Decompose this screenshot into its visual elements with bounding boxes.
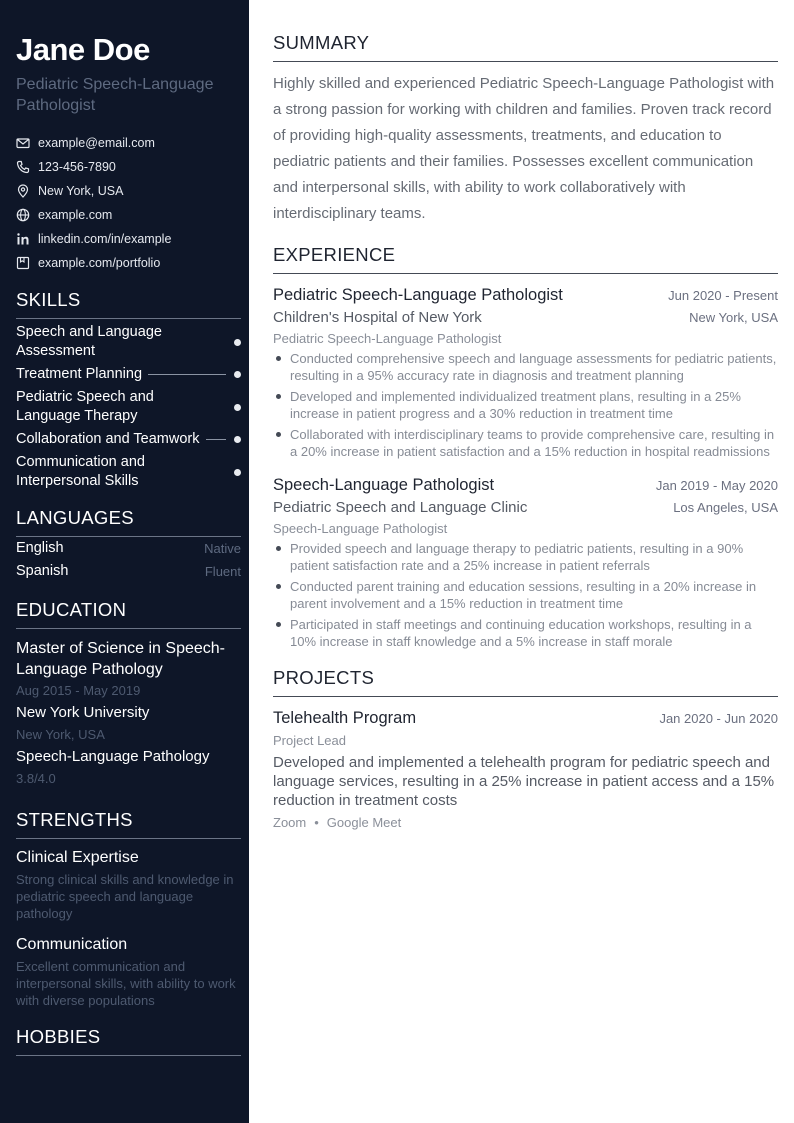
skill-item bbox=[16, 323, 241, 361]
strength-description: Excellent communication and interpersonal skills, with ability to work with diverse populations bbox=[16, 959, 236, 1008]
job-subtitle: Speech-Language Pathologist bbox=[273, 521, 448, 536]
job-company: Pediatric Speech and Language Clinic bbox=[273, 499, 528, 516]
language-level: Native bbox=[204, 541, 241, 556]
phone-icon bbox=[16, 160, 30, 174]
skill-name: Treatment Planning bbox=[16, 365, 148, 384]
contact-phone-text: 123-456-7890 bbox=[38, 160, 116, 174]
contact-phone[interactable] bbox=[16, 155, 241, 179]
job-title: Speech-Language Pathologist bbox=[273, 476, 495, 494]
summary-section bbox=[273, 32, 778, 227]
language-level: Fluent bbox=[204, 564, 241, 579]
experience-heading: EXPERIENCE bbox=[273, 244, 778, 274]
contact-website[interactable] bbox=[16, 203, 241, 227]
skill-item bbox=[16, 430, 241, 449]
job-company: Children's Hospital of New York bbox=[273, 309, 482, 326]
skill-item bbox=[16, 453, 241, 491]
education-dates: Aug 2015 - May 2019 bbox=[16, 683, 141, 698]
skill-level-dot bbox=[234, 339, 241, 346]
skill-level-dot bbox=[234, 436, 241, 443]
contact-website-text: example.com bbox=[38, 208, 113, 222]
contact-email[interactable] bbox=[16, 131, 241, 155]
education-field: Speech-Language Pathology bbox=[16, 748, 210, 765]
contact-linkedin[interactable] bbox=[16, 227, 241, 251]
job-entry bbox=[273, 474, 778, 650]
strength-title: Clinical Expertise bbox=[16, 849, 139, 866]
projects-heading: PROJECTS bbox=[273, 667, 778, 697]
hobbies-section bbox=[16, 1026, 241, 1056]
skill-level-dot bbox=[234, 371, 241, 378]
skill-name: Collaboration and Teamwork bbox=[16, 430, 206, 449]
contact-linkedin-text: linkedin.com/in/example bbox=[38, 232, 172, 246]
project-description: Developed and implemented a telehealth program for pediatric speech and language services, resulting in a 25% increase in patient access and a 15% reduction in treatment costs bbox=[273, 754, 775, 809]
project-entry bbox=[273, 707, 778, 832]
project-title: Telehealth Program bbox=[273, 709, 417, 727]
language-item bbox=[16, 537, 241, 560]
contact-location bbox=[16, 179, 241, 203]
education-school: New York University bbox=[16, 704, 150, 721]
job-bullets bbox=[273, 350, 778, 460]
job-bullet: Participated in staff meetings and continuing education workshops, resulting in a 10% increase in staff knowledge and a 5% increase in staff morale bbox=[273, 616, 778, 650]
sidebar bbox=[0, 0, 249, 1123]
job-location: Los Angeles, USA bbox=[673, 500, 778, 515]
portfolio-icon bbox=[16, 256, 30, 270]
summary-text: Highly skilled and experienced Pediatric Speech-Language Pathologist with a strong passion for working with children and families. Proven track record of providing high-quality assessments, treatments, and education to pediatric patients and their families. Possesses excellent communication and interpersonal skills, with ability to work collaboratively with interdisciplinary teams. bbox=[273, 75, 775, 222]
education-location: New York, USA bbox=[16, 727, 105, 742]
job-bullet: Collaborated with interdisciplinary teams to provide comprehensive care, resulting in a 20% increase in patient satisfaction and a 15% reduction in hospital readmissions bbox=[273, 426, 778, 460]
job-entry bbox=[273, 284, 778, 460]
job-location: New York, USA bbox=[689, 310, 778, 325]
strengths-section bbox=[16, 809, 241, 1009]
strengths-heading: STRENGTHS bbox=[16, 809, 241, 839]
job-bullet: Conducted comprehensive speech and language assessments for pediatric patients, resulting in a 95% accuracy rate in diagnosis and treatment planning bbox=[273, 350, 778, 384]
language-name: Spanish bbox=[16, 563, 69, 579]
project-role: Project Lead bbox=[273, 733, 346, 748]
job-bullets bbox=[273, 540, 778, 650]
language-name: English bbox=[16, 540, 64, 556]
skill-level-dot bbox=[234, 469, 241, 476]
contact-list bbox=[16, 131, 241, 275]
location-pin-icon bbox=[16, 184, 30, 198]
skills-section bbox=[16, 289, 241, 491]
project-tag: Google Meet bbox=[326, 815, 402, 830]
strength-title: Communication bbox=[16, 936, 128, 953]
skill-level-dot bbox=[234, 404, 241, 411]
summary-heading: SUMMARY bbox=[273, 32, 778, 62]
education-heading: EDUCATION bbox=[16, 599, 241, 629]
linkedin-icon bbox=[16, 232, 30, 246]
tag-separator: • bbox=[314, 815, 319, 830]
project-tags bbox=[273, 814, 778, 832]
contact-location-text: New York, USA bbox=[38, 184, 124, 198]
language-item bbox=[16, 560, 241, 583]
education-gpa: 3.8/4.0 bbox=[16, 771, 56, 786]
skill-name: Pediatric Speech and Language Therapy bbox=[16, 388, 226, 426]
candidate-name: Jane Doe bbox=[16, 32, 150, 67]
experience-section bbox=[273, 244, 778, 650]
project-dates: Jan 2020 - Jun 2020 bbox=[659, 711, 778, 726]
job-dates: Jun 2020 - Present bbox=[668, 288, 778, 303]
contact-portfolio-text: example.com/portfolio bbox=[38, 256, 161, 270]
skill-name: Speech and Language Assessment bbox=[16, 323, 226, 361]
strength-description: Strong clinical skills and knowledge in pediatric speech and language pathology bbox=[16, 872, 234, 921]
skill-leader-line bbox=[148, 374, 226, 375]
education-degree: Master of Science in Speech-Language Pathology bbox=[16, 640, 225, 678]
hobbies-heading: HOBBIES bbox=[16, 1026, 241, 1056]
contact-email-text: example@email.com bbox=[38, 136, 155, 150]
languages-section bbox=[16, 507, 241, 583]
candidate-role: Pediatric Speech-Language Pathologist bbox=[16, 76, 214, 114]
job-bullet: Developed and implemented individualized treatment plans, resulting in a 25% increase in patient progress and a 30% reduction in treatment time bbox=[273, 388, 778, 422]
projects-section bbox=[273, 667, 778, 832]
job-dates: Jan 2019 - May 2020 bbox=[655, 478, 778, 493]
skill-item bbox=[16, 365, 241, 384]
languages-heading: LANGUAGES bbox=[16, 507, 241, 537]
skills-heading: SKILLS bbox=[16, 289, 241, 319]
skill-name: Communication and Interpersonal Skills bbox=[16, 453, 226, 491]
job-bullet: Provided speech and language therapy to pediatric patients, resulting in a 90% patient satisfaction rate and a 25% increase in patient referrals bbox=[273, 540, 778, 574]
skill-leader-line bbox=[206, 439, 226, 440]
job-subtitle: Pediatric Speech-Language Pathologist bbox=[273, 331, 502, 346]
job-bullet: Conducted parent training and education sessions, resulting in a 20% increase in parent involvement and a 15% reduction in treatment time bbox=[273, 578, 778, 612]
skill-item bbox=[16, 388, 241, 426]
job-title: Pediatric Speech-Language Pathologist bbox=[273, 286, 563, 304]
education-section bbox=[16, 599, 241, 790]
contact-portfolio[interactable] bbox=[16, 251, 241, 275]
mail-icon bbox=[16, 136, 30, 150]
main-content bbox=[273, 32, 778, 832]
globe-icon bbox=[16, 208, 30, 222]
project-tag: Zoom bbox=[273, 815, 307, 830]
